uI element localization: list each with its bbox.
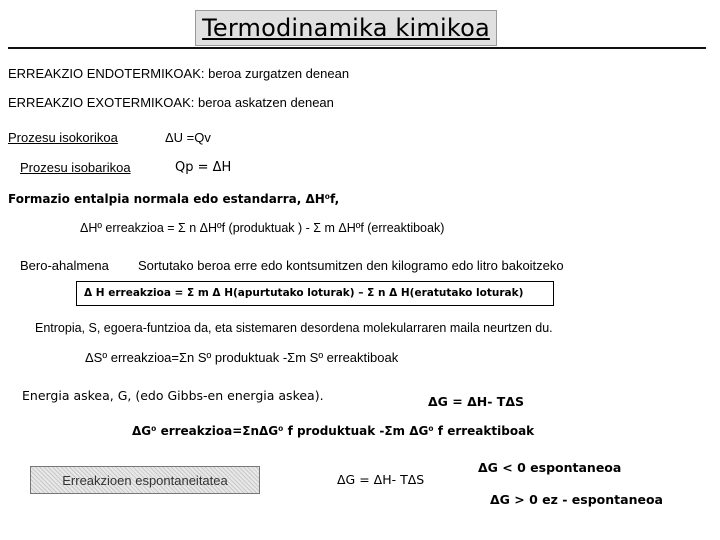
gibbs-equation: ΔG = ΔH- TΔS [428, 394, 524, 409]
spontaneity-button[interactable] [30, 466, 260, 494]
non-spontaneous-condition: ΔG > 0 ez - espontaneoa [490, 492, 663, 507]
endothermic-text: beroa zurgatzen denean [208, 66, 350, 81]
entropy-definition: Entropia, S, egoera-funtzioa da, eta sistemaren desordena molekularraren maila neurtzen du. [35, 321, 553, 335]
isochoric-label: Prozesu isokorikoa [8, 130, 118, 145]
exothermic-text: beroa askatzen denean [198, 95, 334, 110]
bond-enthalpy-equation: Δ H erreakzioa = Σ m Δ H(apurtutako loturak) – Σ n Δ H(eratutako loturak) [84, 287, 524, 299]
isobaric-label: Prozesu isobarikoa [20, 160, 131, 175]
heat-capacity-text: Sortutako beroa erre edo kontsumitzen den kilogramo edo litro bakoitzeko [138, 258, 564, 273]
isochoric-equation: ΔU =Qv [165, 130, 211, 145]
gibbs-equation-2: ΔG = ΔH- TΔS [337, 472, 425, 487]
free-energy-definition: Energia askea, G, (edo Gibbs-en energia askea). [22, 388, 324, 403]
heat-capacity-label: Bero-ahalmena [20, 258, 109, 273]
spontaneity-button-label: Erreakzioen espontaneitatea [62, 473, 228, 488]
exothermic-line [8, 95, 334, 110]
formation-enthalpy: Formazio entalpia normala edo estandarra, ΔH⁰f, [8, 192, 340, 206]
reaction-enthalpy-equation: ΔHº erreakzioa = Σ n ΔHºf (produktuak ) - Σ m ΔHºf (erreaktiboak) [80, 221, 445, 235]
exothermic-label: ERREAKZIO EXOTERMIKOAK: [8, 95, 195, 110]
gibbs-reaction-equation: ΔG⁰ erreakzioa=ΣnΔG⁰ f produktuak -Σm ΔG⁰ f erreaktiboak [132, 424, 535, 438]
page-title: Termodinamika kimikoa [202, 14, 490, 42]
endothermic-label: ERREAKZIO ENDOTERMIKOAK: [8, 66, 205, 81]
title-divider [8, 47, 706, 49]
title-box [195, 10, 497, 46]
entropy-equation: ΔSº erreakzioa=Σn Sº produktuak -Σm Sº erreaktiboak [85, 350, 399, 365]
spontaneous-condition: ΔG < 0 espontaneoa [478, 460, 622, 475]
endothermic-line [8, 66, 349, 81]
isobaric-equation: Qp = ΔH [175, 160, 232, 175]
